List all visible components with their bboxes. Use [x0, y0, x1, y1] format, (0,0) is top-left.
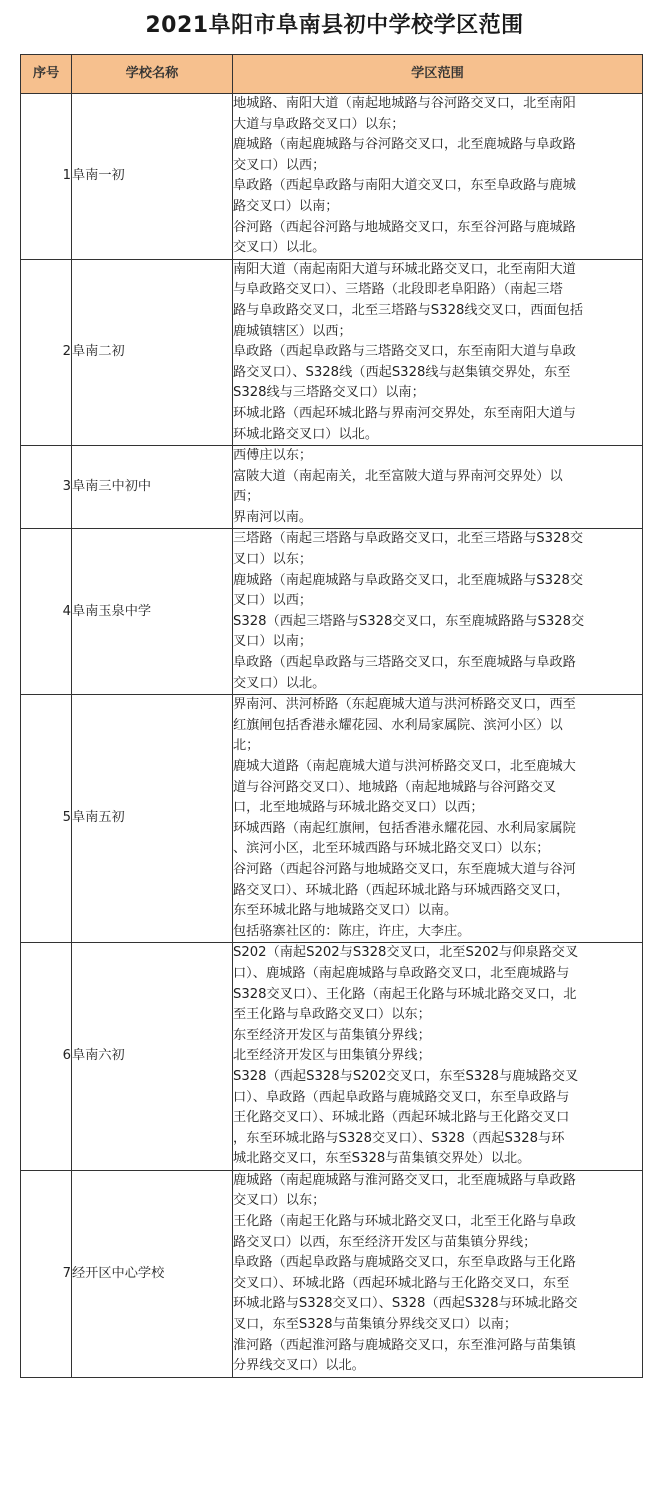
district-range-line: 鹿城路（南起鹿城路与阜政路交叉口，北至鹿城路与S328交 — [233, 572, 584, 588]
district-range-line: 三塔路（南起三塔路与阜政路交叉口，北至三塔路与S328交 — [233, 531, 584, 547]
district-range-line: 口）、鹿城路（南起鹿城路与阜政路交叉口，北至鹿城路与 — [233, 965, 570, 981]
district-range-line: S328交叉口）、王化路（南起王化路与环城北路交叉口，北 — [233, 986, 577, 1002]
district-range-line: 环城北路与S328交叉口）、S328（西起S328与环城北路交 — [233, 1296, 578, 1312]
district-range-line: 大道与阜政路交叉口）以东； — [233, 116, 405, 132]
district-range — [233, 529, 643, 695]
district-range-line: 界南河、洪河桥路（东起鹿城大道与洪河桥路交叉口，西至 — [233, 697, 576, 713]
district-range-line: 阜政路（西起阜政路与南阳大道交叉口，东至阜政路与鹿城 — [233, 178, 576, 194]
district-range-line: 王化路（南起王化路与环城北路交叉口，北至王化路与阜政 — [233, 1214, 576, 1230]
district-range-line: 叉口）以西； — [233, 593, 313, 609]
district-range-line: 叉口）以东； — [233, 552, 313, 568]
district-range-line: 界南河以南。 — [233, 509, 313, 525]
district-range-line: 、滨河小区，北至环城西路与环城北路交叉口）以东； — [233, 841, 550, 857]
district-range-line: S328（西起三塔路与S328交叉口，东至鹿城路路与S328交 — [233, 613, 585, 629]
district-range-line: 鹿城镇辖区）以西； — [233, 323, 352, 339]
district-range-line: 至王化路与阜政路交叉口）以东； — [233, 1007, 431, 1023]
district-range-line: 王化路交叉口）、环城北路（西起环城北路与王化路交叉口 — [233, 1110, 570, 1126]
school-name: 阜南五初 — [72, 695, 233, 943]
row-number: 1 — [21, 94, 72, 260]
district-range-line: 鹿城路（南起鹿城路与谷河路交叉口，北至鹿城路与阜政路 — [233, 137, 576, 153]
district-range-line: 口）、阜政路（西起阜政路与鹿城路交叉口，东至阜政路与 — [233, 1089, 570, 1105]
row-number: 4 — [21, 529, 72, 695]
district-range-line: 东至经济开发区与苗集镇分界线； — [233, 1027, 431, 1043]
district-range-line: 分界线交叉口）以北。 — [233, 1358, 365, 1374]
district-range-line: 谷河路（西起谷河路与地城路交叉口，东至鹿城大道与谷河 — [233, 861, 576, 877]
school-name: 经开区中心学校 — [72, 1170, 233, 1377]
district-range-line: 阜政路（西起阜政路与三塔路交叉口，东至南阳大道与阜政 — [233, 344, 576, 360]
table-row — [21, 259, 643, 445]
district-range-line: 叉口，东至S328与苗集镇分界线交叉口）以南； — [233, 1317, 518, 1333]
district-range-line: 西； — [233, 489, 260, 505]
district-range-line: 城北路交叉口，东至S328与苗集镇交界处）以北。 — [233, 1151, 531, 1167]
district-range — [233, 94, 643, 260]
district-range-line: 红旗闸包括香港永耀花园、水利局家属院、滨河小区）以 — [233, 717, 563, 733]
district-range-line: S202（南起S202与S328交叉口，北至S202与仰泉路交叉 — [233, 945, 579, 961]
school-name: 阜南玉泉中学 — [72, 529, 233, 695]
district-range — [233, 446, 643, 529]
district-range — [233, 1170, 643, 1377]
district-range-line: 包括骆寨社区的：陈庄，许庄，大李庄。 — [233, 923, 471, 939]
district-range-line: 阜政路（西起阜政路与鹿城路交叉口，东至阜政路与王化路 — [233, 1255, 576, 1271]
school-name: 阜南三中初中 — [72, 446, 233, 529]
district-range-line: 叉口）以南； — [233, 634, 313, 650]
district-range — [233, 695, 643, 943]
table-row — [21, 529, 643, 695]
header-school-name: 学校名称 — [72, 55, 233, 94]
row-number: 6 — [21, 943, 72, 1171]
district-range-line: 地城路、南阳大道（南起地城路与谷河路交叉口，北至南阳 — [233, 96, 576, 111]
district-range-line: 阜政路（西起阜政路与三塔路交叉口，东至鹿城路与阜政路 — [233, 655, 576, 671]
table-row — [21, 943, 643, 1171]
district-range-line: 环城北路（西起环城北路与界南河交界处，东至南阳大道与 — [233, 405, 576, 421]
district-range-line: 鹿城大道路（南起鹿城大道与洪河桥路交叉口，北至鹿城大 — [233, 759, 576, 774]
district-range-line: 与阜政路交叉口）、三塔路（北段即老阜阳路）（南起三塔 — [233, 282, 563, 298]
district-range-line: ，东至环城北路与S328交叉口）、S328（西起S328与环 — [233, 1130, 565, 1146]
district-range-line: 口，北至地城路与环城北路交叉口）以西； — [233, 800, 484, 816]
district-range-line: 路交叉口）以西，东至经济开发区与苗集镇分界线； — [233, 1234, 537, 1250]
district-range-line: 淮河路（西起淮河路与鹿城路交叉口，东至淮河路与苗集镇 — [233, 1337, 576, 1353]
district-range-line: 路交叉口）、S328线（西起S328线与赵集镇交界处，东至 — [233, 364, 571, 380]
district-range-line: 鹿城路（南起鹿城路与淮河路交叉口，北至鹿城路与阜政路 — [233, 1172, 576, 1188]
district-range-line: 西傅庄以东； — [233, 448, 313, 464]
table-header-row — [21, 55, 643, 94]
table-row — [21, 1170, 643, 1377]
district-range-line: 交叉口）以西； — [233, 157, 326, 173]
district-range-line: 东至环城北路与地城路交叉口）以南。 — [233, 903, 458, 919]
district-range-line: 路与阜政路交叉口，北至三塔路与S328线交叉口，西面包括 — [233, 302, 584, 318]
header-district-range: 学区范围 — [233, 55, 643, 94]
table-row — [21, 695, 643, 943]
header-number: 序号 — [21, 55, 72, 94]
table-row — [21, 94, 643, 260]
district-range-line: 谷河路（西起谷河路与地城路交叉口，东至谷河路与鹿城路 — [233, 219, 576, 235]
district-range — [233, 943, 643, 1171]
district-range-line: 路交叉口）以南； — [233, 198, 339, 214]
district-range-line: 北至经济开发区与田集镇分界线； — [233, 1048, 431, 1064]
row-number: 3 — [21, 446, 72, 529]
school-name: 阜南六初 — [72, 943, 233, 1171]
row-number: 2 — [21, 259, 72, 445]
table-row — [21, 446, 643, 529]
district-range-line: 交叉口）、环城北路（西起环城北路与王化路交叉口，东至 — [233, 1275, 570, 1291]
district-range-line: 北； — [233, 738, 260, 754]
district-range-line: 环城西路（南起红旗闸，包括香港永耀花园、水利局家属院 — [233, 820, 576, 836]
school-district-table — [20, 54, 643, 1378]
district-range-line: 交叉口）以北。 — [233, 675, 326, 691]
row-number: 5 — [21, 695, 72, 943]
district-range-line: 路交叉口）、环城北路（西起环城北路与环城西路交叉口， — [233, 882, 570, 898]
district-range-line: 道与谷河路交叉口）、地城路（南起地城路与谷河路交叉 — [233, 779, 557, 795]
district-range-line: 交叉口）以东； — [233, 1193, 326, 1209]
table-body — [21, 94, 643, 1378]
district-range — [233, 259, 643, 445]
row-number: 7 — [21, 1170, 72, 1377]
district-range-line: S328（西起S328与S202交叉口，东至S328与鹿城路交叉 — [233, 1068, 579, 1084]
district-range-line: S328线与三塔路交叉口）以南； — [233, 385, 425, 401]
district-range-line: 环城北路交叉口）以北。 — [233, 426, 379, 442]
school-name: 阜南一初 — [72, 94, 233, 260]
district-range-line: 富陂大道（南起南关，北至富陂大道与界南河交界处）以 — [233, 468, 563, 484]
district-range-line: 交叉口）以北。 — [233, 240, 326, 256]
district-range-line: 南阳大道（南起南阳大道与环城北路交叉口，北至南阳大道 — [233, 261, 576, 277]
page-title: 2021阜阳市阜南县初中学校学区范围 — [145, 13, 524, 38]
school-name: 阜南二初 — [72, 259, 233, 445]
